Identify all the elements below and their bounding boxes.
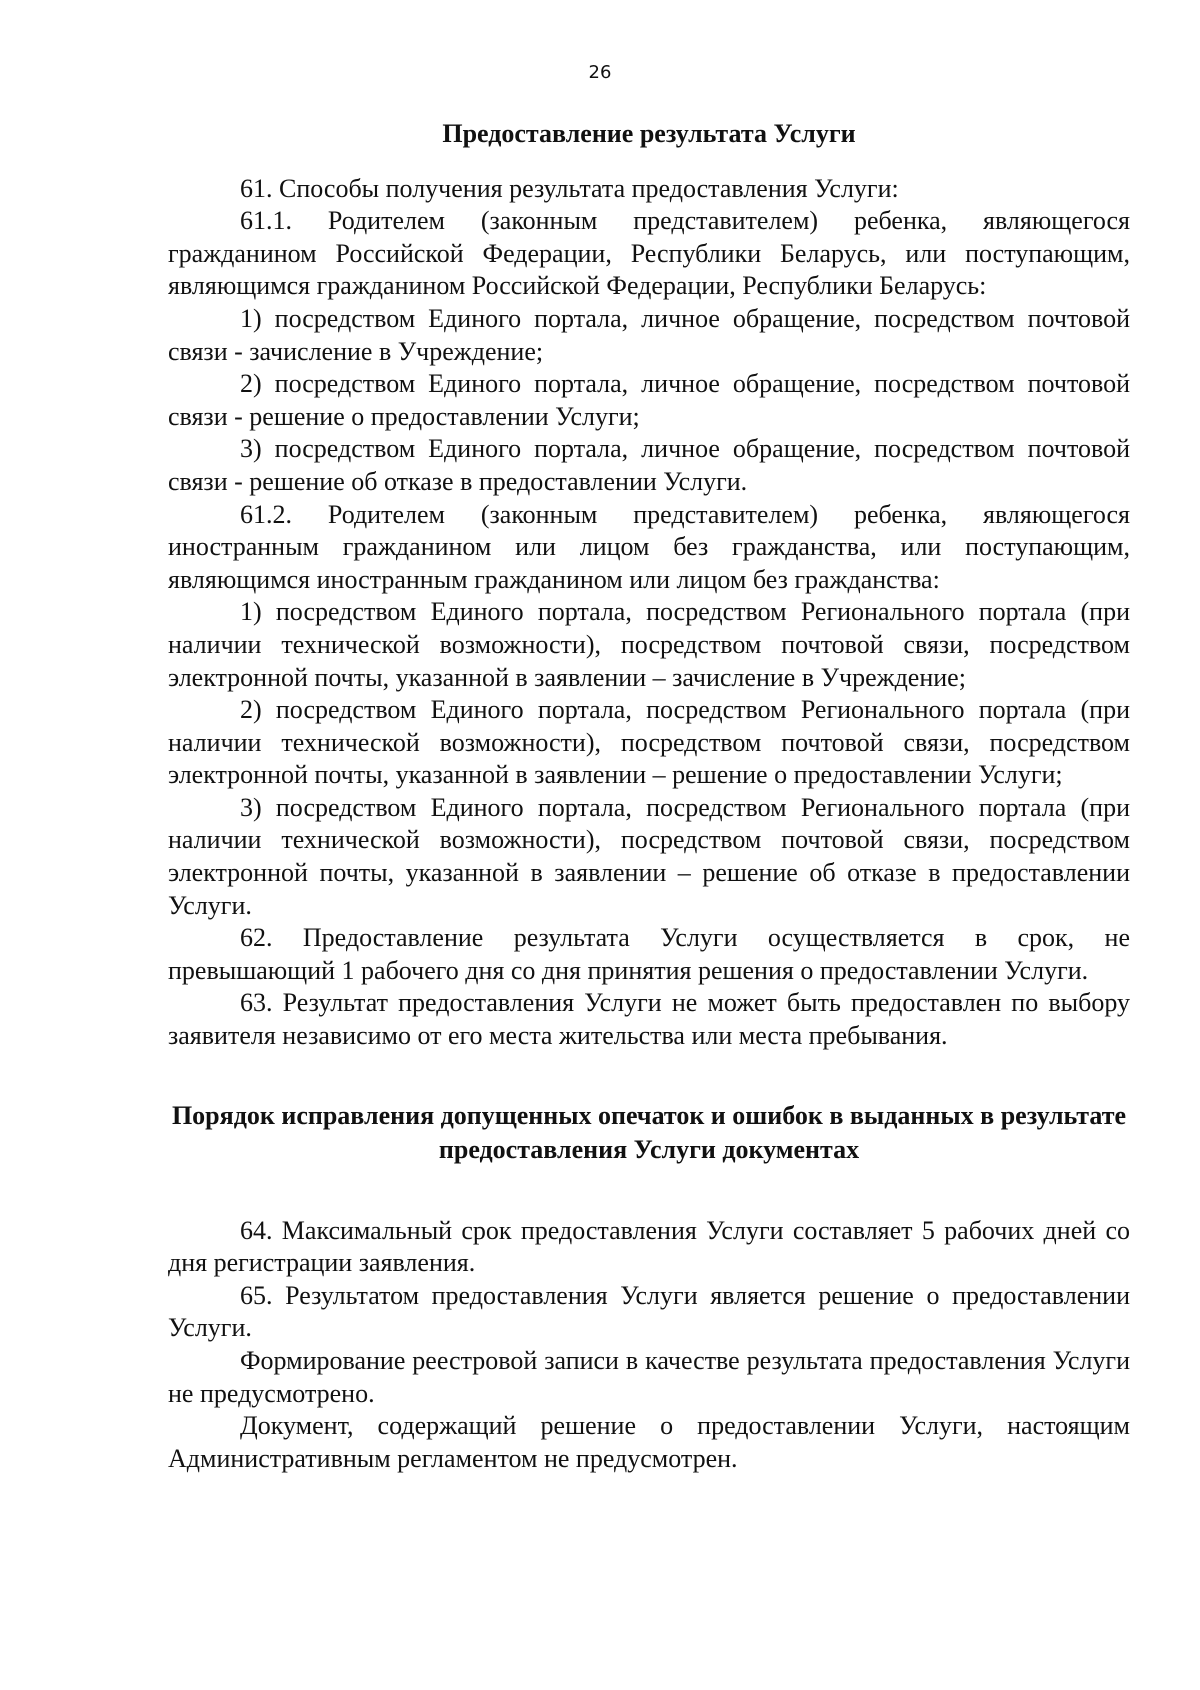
paragraph-61-2-item-2: 2) посредством Единого портала, посредством Регионального портала (при наличии технической возможности), посредством почтовой связи, посредством электронной почты, указанной в заявлении – решение о предоставлении Услуги; bbox=[168, 695, 1130, 790]
paragraph-61: 61. Способы получения результата предоставления Услуги: bbox=[240, 173, 899, 203]
document-body bbox=[168, 118, 1130, 1475]
paragraph-61-1-item-2: 2) посредством Единого портала, личное обращение, посредством почтовой связи - решение о предоставлении Услуги; bbox=[168, 369, 1130, 431]
paragraph-61-2-item-1: 1) посредством Единого портала, посредством Регионального портала (при наличии технической возможности), посредством почтовой связи, посредством электронной почты, указанной в заявлении – зачисление в Учреждение; bbox=[168, 597, 1130, 692]
paragraph-decision-document: Документ, содержащий решение о предоставлении Услуги, настоящим Административным регламентом не предусмотрен. bbox=[168, 1411, 1130, 1473]
paragraph-63: 63. Результат предоставления Услуги не может быть предоставлен по выбору заявителя независимо от его места жительства или места пребывания. bbox=[168, 988, 1130, 1051]
section-heading-result: Предоставление результата Услуги bbox=[442, 119, 856, 148]
paragraph-64: 64. Максимальный срок предоставления Услуги составляет 5 рабочих дней со дня регистрации заявления. bbox=[168, 1215, 1130, 1278]
paragraph-65: 65. Результатом предоставления Услуги является решение о предоставлении Услуги. bbox=[168, 1280, 1130, 1343]
page-number: 26 bbox=[588, 62, 612, 83]
paragraph-61-2: 61.2. Родителем (законным представителем) ребенка, являющегося иностранным гражданином или лицом без гражданства, или поступающим, являющимся иностранным гражданином или лицом без гражданства: bbox=[168, 499, 1130, 594]
paragraph-61-1: 61.1. Родителем (законным представителем) ребенка, являющегося гражданином Российской Федерации, Республики Беларусь, или поступающим, являющимся гражданином Российской Федерации, Республики Беларусь: bbox=[168, 206, 1130, 301]
paragraph-61-2-item-3: 3) посредством Единого портала, посредством Регионального портала (при наличии технической возможности), посредством почтовой связи, посредством электронной почты, указанной в заявлении – решение об отказе в предоставлении Услуги. bbox=[168, 792, 1130, 920]
section-heading-corrections: Порядок исправления допущенных опечаток и ошибок в выданных в результате предоставления Услуги документах bbox=[171, 1100, 1127, 1164]
paragraph-61-1-item-1: 1) посредством Единого портала, личное обращение, посредством почтовой связи - зачисление в Учреждение; bbox=[168, 303, 1130, 366]
paragraph-registry-record: Формирование реестровой записи в качестве результата предоставления Услуги не предусмотрено. bbox=[168, 1346, 1130, 1408]
paragraph-62: 62. Предоставление результата Услуги осуществляется в срок, не превышающий 1 рабочего дня со дня принятия решения о предоставлении Услуги. bbox=[168, 923, 1130, 985]
paragraph-61-1-item-3: 3) посредством Единого портала, личное обращение, посредством почтовой связи - решение об отказе в предоставлении Услуги. bbox=[168, 434, 1130, 496]
